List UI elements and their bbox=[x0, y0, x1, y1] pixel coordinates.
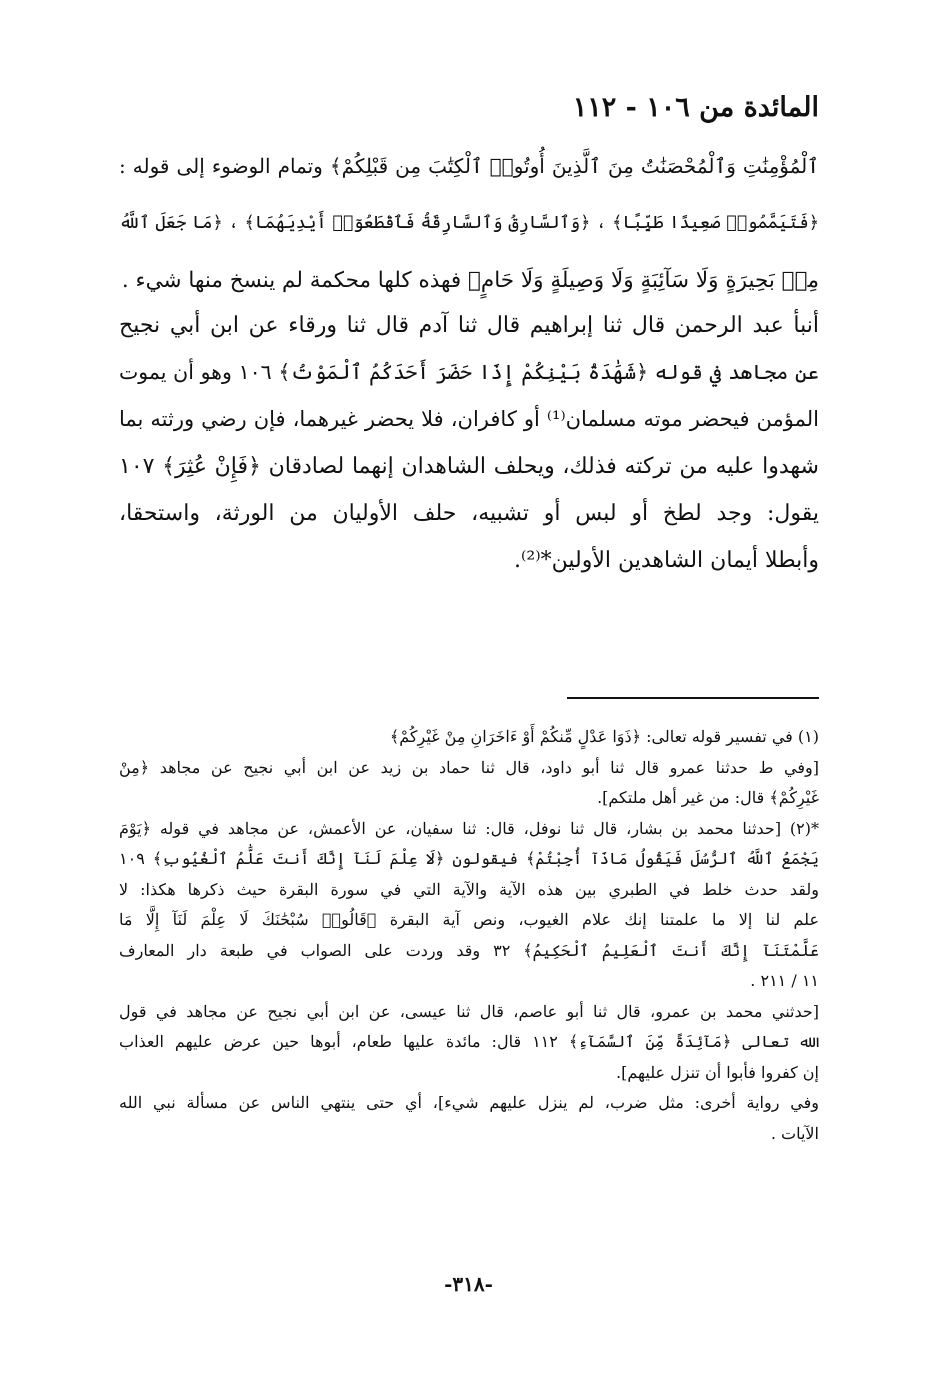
footnote-line: يَجْمَعُ ٱللَّهُ ٱلرُّسُلَ فَيَقُولُ مَاذَآ أُجِبْتُمْ﴾ فيقولون ﴿لَا عِلْمَ لَنَآ إِنَّكَ أَنتَ عَلَّٰمُ ٱلْغُيُوبِ﴾ ١٠٩ bbox=[119, 849, 819, 868]
main-line: مِنۢ بَحِيرَةٍ وَلَا سَآئِبَةٍ وَلَا وَصِيلَةٍ وَلَا حَامٍ﴾ فهذه كلها محكمة لم ينسخ منها شيء . bbox=[121, 268, 819, 293]
running-title: المائدة من ١٠٦ - ١١٢ bbox=[572, 92, 819, 123]
footnote-line: ولقد حدث خلط في الطبري بين هذه الآية والآية التي في سورة البقرة حيث ذكرها هكذا: لا bbox=[119, 879, 819, 899]
footnote-line: (١) في تفسير قوله تعالى: ﴿ذَوَا عَدْلٍ مِّنكُمْ أَوْ ءَاخَرَانِ مِنْ غَيْرِكُمْ﴾ bbox=[389, 727, 819, 746]
footnote-line: علم لنا إلا ما علمتنا إنك علام الغيوب، ونص آية البقرة ﴿قَالُوا۟ سُبْحَٰنَكَ لَا عِلْمَ لَنَآ إِلَّا مَا bbox=[119, 910, 819, 929]
footnote-line: [وفي ط حدثنا عمرو قال ثنا أبو داود، قال ثنا حماد بن زيد عن ابن أبي نجيح عن مجاهد ﴿مِنْ bbox=[119, 757, 819, 777]
main-paragraph-1 bbox=[119, 138, 819, 309]
footnote-line: غَيْرِكُمْ﴾ قال: من غير أهل ملتكم]. bbox=[597, 788, 819, 807]
footnote-separator bbox=[567, 697, 819, 699]
main-line: ﴿فَتَيَمَّمُوا۟ صَعِيدًا طَيِّبًا﴾ ، ﴿وَٱلسَّارِقُ وَٱلسَّارِقَةُ فَٱقْطَعُوٓا۟ أَيْدِيَهُمَا﴾ ، ﴿مَا جَعَلَ ٱللَّهُ bbox=[119, 213, 819, 233]
footnote-line: [حدثني محمد بن عمرو، قال ثنا أبو عاصم، قال ثنا عيسى، عن ابن أبي نجيح عن مجاهد في قول bbox=[119, 1001, 819, 1021]
main-line: شهدوا عليه من تركته فذلك، ويحلف الشاهدان إنهما لصادقان ﴿فَإِنْ عُثِرَ﴾ ١٠٧ bbox=[119, 454, 819, 479]
main-line: أنبأ عبد الرحمن قال ثنا إبراهيم قال ثنا آدم قال ثنا ورقاء عن ابن أبي نجيح bbox=[119, 313, 819, 338]
footnote-line: ١١ / ٢١١ . bbox=[750, 971, 819, 990]
page-number: -٣١٨- bbox=[444, 1272, 493, 1296]
main-line: عن مجاهد في قوله ﴿شَهَٰدَةُ بَيْنِكُمْ إِذَا حَضَرَ أَحَدَكُمُ ٱلْمَوْتُ﴾ ١٠٦ وهو أن يموت bbox=[119, 360, 819, 384]
main-line: وأبطلا أيمان الشاهدين الأولين*⁽²⁾. bbox=[514, 548, 819, 573]
main-line: ٱلْمُؤْمِنَٰتِ وَٱلْمُحْصَنَٰتُ مِنَ ٱلَّذِينَ أُوتُوا۟ ٱلْكِتَٰبَ مِن قَبْلِكُمْ﴾ وتمام الوضوء إلى قوله : bbox=[119, 154, 819, 178]
footnote-line: إن كفروا فأبوا أن تنزل عليهم]. bbox=[616, 1062, 819, 1082]
main-paragraph-2 bbox=[119, 302, 819, 584]
footnote-line: عَلَّمْتَنَآ إِنَّكَ أَنتَ ٱلْعَلِيمُ ٱلْحَكِيمُ﴾ ٣٢ وقد وردت على الصواب في طبعة دار المعارف bbox=[119, 940, 819, 960]
main-line: يقول: وجد لطخ أو لبس أو تشبيه، حلف الأوليان من الورثة، واستحقا، bbox=[119, 501, 819, 526]
footnote-line: الله تعالى ﴿مَآئِدَةً مِّنَ ٱلسَّمَآءِ﴾ ١١٢ قال: مائدة عليها طعام، أبوها حين عرض عليهم العذاب bbox=[119, 1032, 819, 1051]
footnote-line: وفي رواية أخرى: مثل ضرب، لم ينزل عليهم شيء]، أي حتى ينتهي الناس عن مسألة نبي الله bbox=[119, 1093, 819, 1112]
footnote-line: *(٢) [حدثنا محمد بن بشار، قال ثنا نوفل، قال: ثنا سفيان، عن الأعمش، عن مجاهد في قوله ﴿يَوْمَ bbox=[119, 818, 819, 838]
main-line: المؤمن فيحضر موته مسلمان⁽¹⁾ أو كافران، فلا يحضر غيرهما، فإن رضي ورثته بما bbox=[119, 407, 819, 431]
footnotes bbox=[119, 722, 819, 1149]
footnote-line: الآيات . bbox=[770, 1123, 819, 1143]
